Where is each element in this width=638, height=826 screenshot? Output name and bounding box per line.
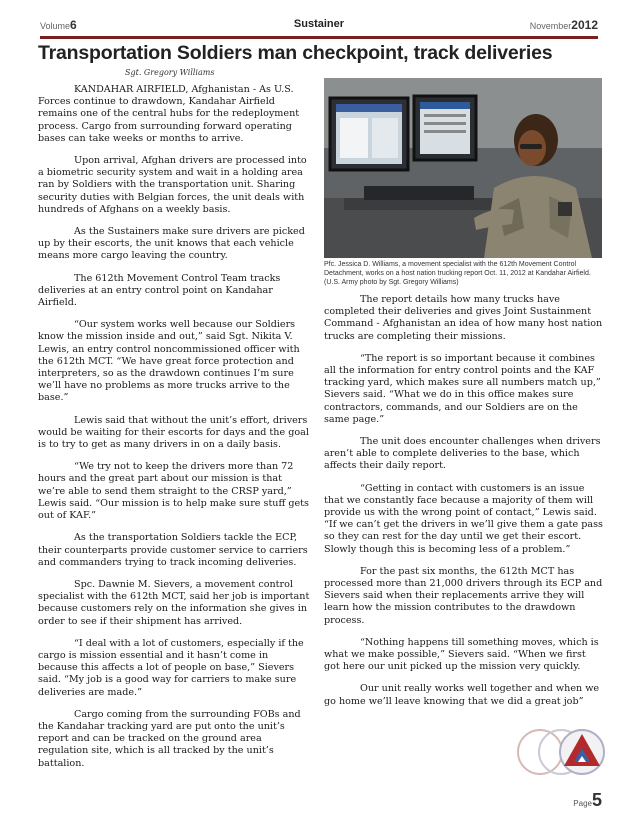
photo-illustration: [324, 78, 602, 258]
header-rule: [40, 36, 598, 39]
paragraph: “Our system works well because our Soldiers know the mission inside and out,” said Sgt. Nikita V. Lewis, an entry control noncommissioned officer with the 612th MCT. “We have great force protection and interpreters, so as the drawdown continues I’m sure we’ll have no problems as more trucks arrive to the base.”: [38, 319, 300, 404]
paragraph: Lewis said that without the unit’s effort, drivers would be waiting for their escorts for days and the goal is to try to get as many drivers in on a daily basis.: [38, 414, 309, 451]
paragraph: As the Sustainers make sure drivers are picked up by their escorts, the unit knows that each vehicle means more cargo leaving the country.: [38, 226, 305, 262]
issue-date: [530, 18, 598, 32]
paragraph: Upon arrival, Afghan drivers are processed into a biometric security system and wait in a holding area ran by Soldiers with the transportation unit. Sharing security duties with Belgian forces, the unit deals with hundreds of Afghans on a weekly basis.: [38, 155, 307, 215]
paragraph: Spc. Dawnie M. Sievers, a movement control specialist with the 612th MCT, said her job is important because customers rely on the information she gives in order to see if their shipment has arrived.: [38, 578, 310, 627]
unit-logo: [516, 718, 606, 786]
right-column: [324, 294, 604, 718]
paragraph: As the transportation Soldiers tackle the ECP, their counterparts provide customer service to carriers and commanders trying to track incoming deliveries.: [38, 532, 308, 568]
paragraph: “We try not to keep the drivers more than 72 hours and the great part about our mission is that we’re able to send them straight to the CRSP yard,” Lewis said. “Our mission is to help make sure stuff gets out of KAF.”: [38, 461, 309, 522]
publication-name: Sustainer: [293, 18, 345, 30]
paragraph: KANDAHAR AIRFIELD, Afghanistan - As U.S. Forces continue to drawdown, Kandahar Airfield remains one of the central hubs for the redeployment process. Cargo from surrounding forward operating bases can take weeks or months to arrive.: [38, 84, 300, 144]
paragraph: “I deal with a lot of customers, especially if the cargo is mission essential and it hasn’t come in because this affects a lot of people on base,” Sievers said. “My job is a good way for carriers to make sure deliveries are made.”: [38, 637, 304, 698]
paragraph: For the past six months, the 612th MCT has processed more than 21,000 drivers through its ECP and Sievers said when their replacements arrive they will learn how the mission contributes to the drawdown process.: [324, 565, 603, 626]
paragraph: The unit does encounter challenges when drivers aren’t able to complete deliveries to the base, which affects their daily report.: [324, 436, 601, 472]
paragraph: “The report is so important because it combines all the information for entry control points and the KAF tracking yard, which makes sure all numbers match up,” Sievers said. “What we do in this office makes sure contractors, commands, and our Soldiers are on the same page.”: [324, 352, 601, 425]
unit-insignia-icon: [516, 718, 606, 786]
page-label: Page: [573, 799, 592, 808]
paragraph: “Nothing happens till something moves, which is what we make possible,” Sievers said. “When we first got here our unit picked up the mission very quickly.: [324, 636, 599, 673]
paragraph: Our unit really works well together and when we go home we’ll leave knowing that we did a great job”: [324, 683, 600, 707]
paragraph: Cargo coming from the surrounding FOBs and the Kandahar tracking yard are put onto the unit’s report and can be tracked on the ground area regulation site, which is all tracked by the unit’s battalion.: [38, 708, 301, 769]
page-number: 5: [591, 790, 602, 810]
volume-label: Volume: [40, 21, 71, 31]
left-column: [38, 84, 310, 780]
issue-month: November: [529, 21, 572, 31]
paragraph: The report details how many trucks have completed their deliveries and gives Joint Sustainment Command - Afghanistan an idea of how many host nation trucks are completing their missions.: [324, 294, 603, 342]
issue-year: 2012: [571, 18, 598, 32]
paragraph: “Getting in contact with customers is an issue that we constantly face because a majority of them will provide us with the wrong point of contact,” Lewis said. “If we can’t get the drivers in we’ll give them a gate pass so they can rest for the day until we get their escort. Slowly though this is becoming less of a problem.”: [324, 482, 603, 555]
volume-number: 6: [70, 18, 77, 32]
page-footer: [573, 790, 602, 811]
article-photo: [324, 78, 602, 258]
article-headline: Transportation Soldiers man checkpoint, track deliveries: [38, 42, 553, 64]
paragraph: The 612th Movement Control Team tracks deliveries at an entry control point on Kandahar Airfield.: [38, 272, 281, 309]
photo-caption: Pfc. Jessica D. Williams, a movement specialist with the 612th Movement Control Detachment, works on a host nation trucking report Oct. 11, 2012 at Kandahar Airfield.(U.S. Army photo by Sgt. Gregory Williams): [324, 261, 591, 286]
page-header: [40, 18, 598, 34]
article-byline: Sgt. Gregory Williams: [125, 68, 215, 77]
